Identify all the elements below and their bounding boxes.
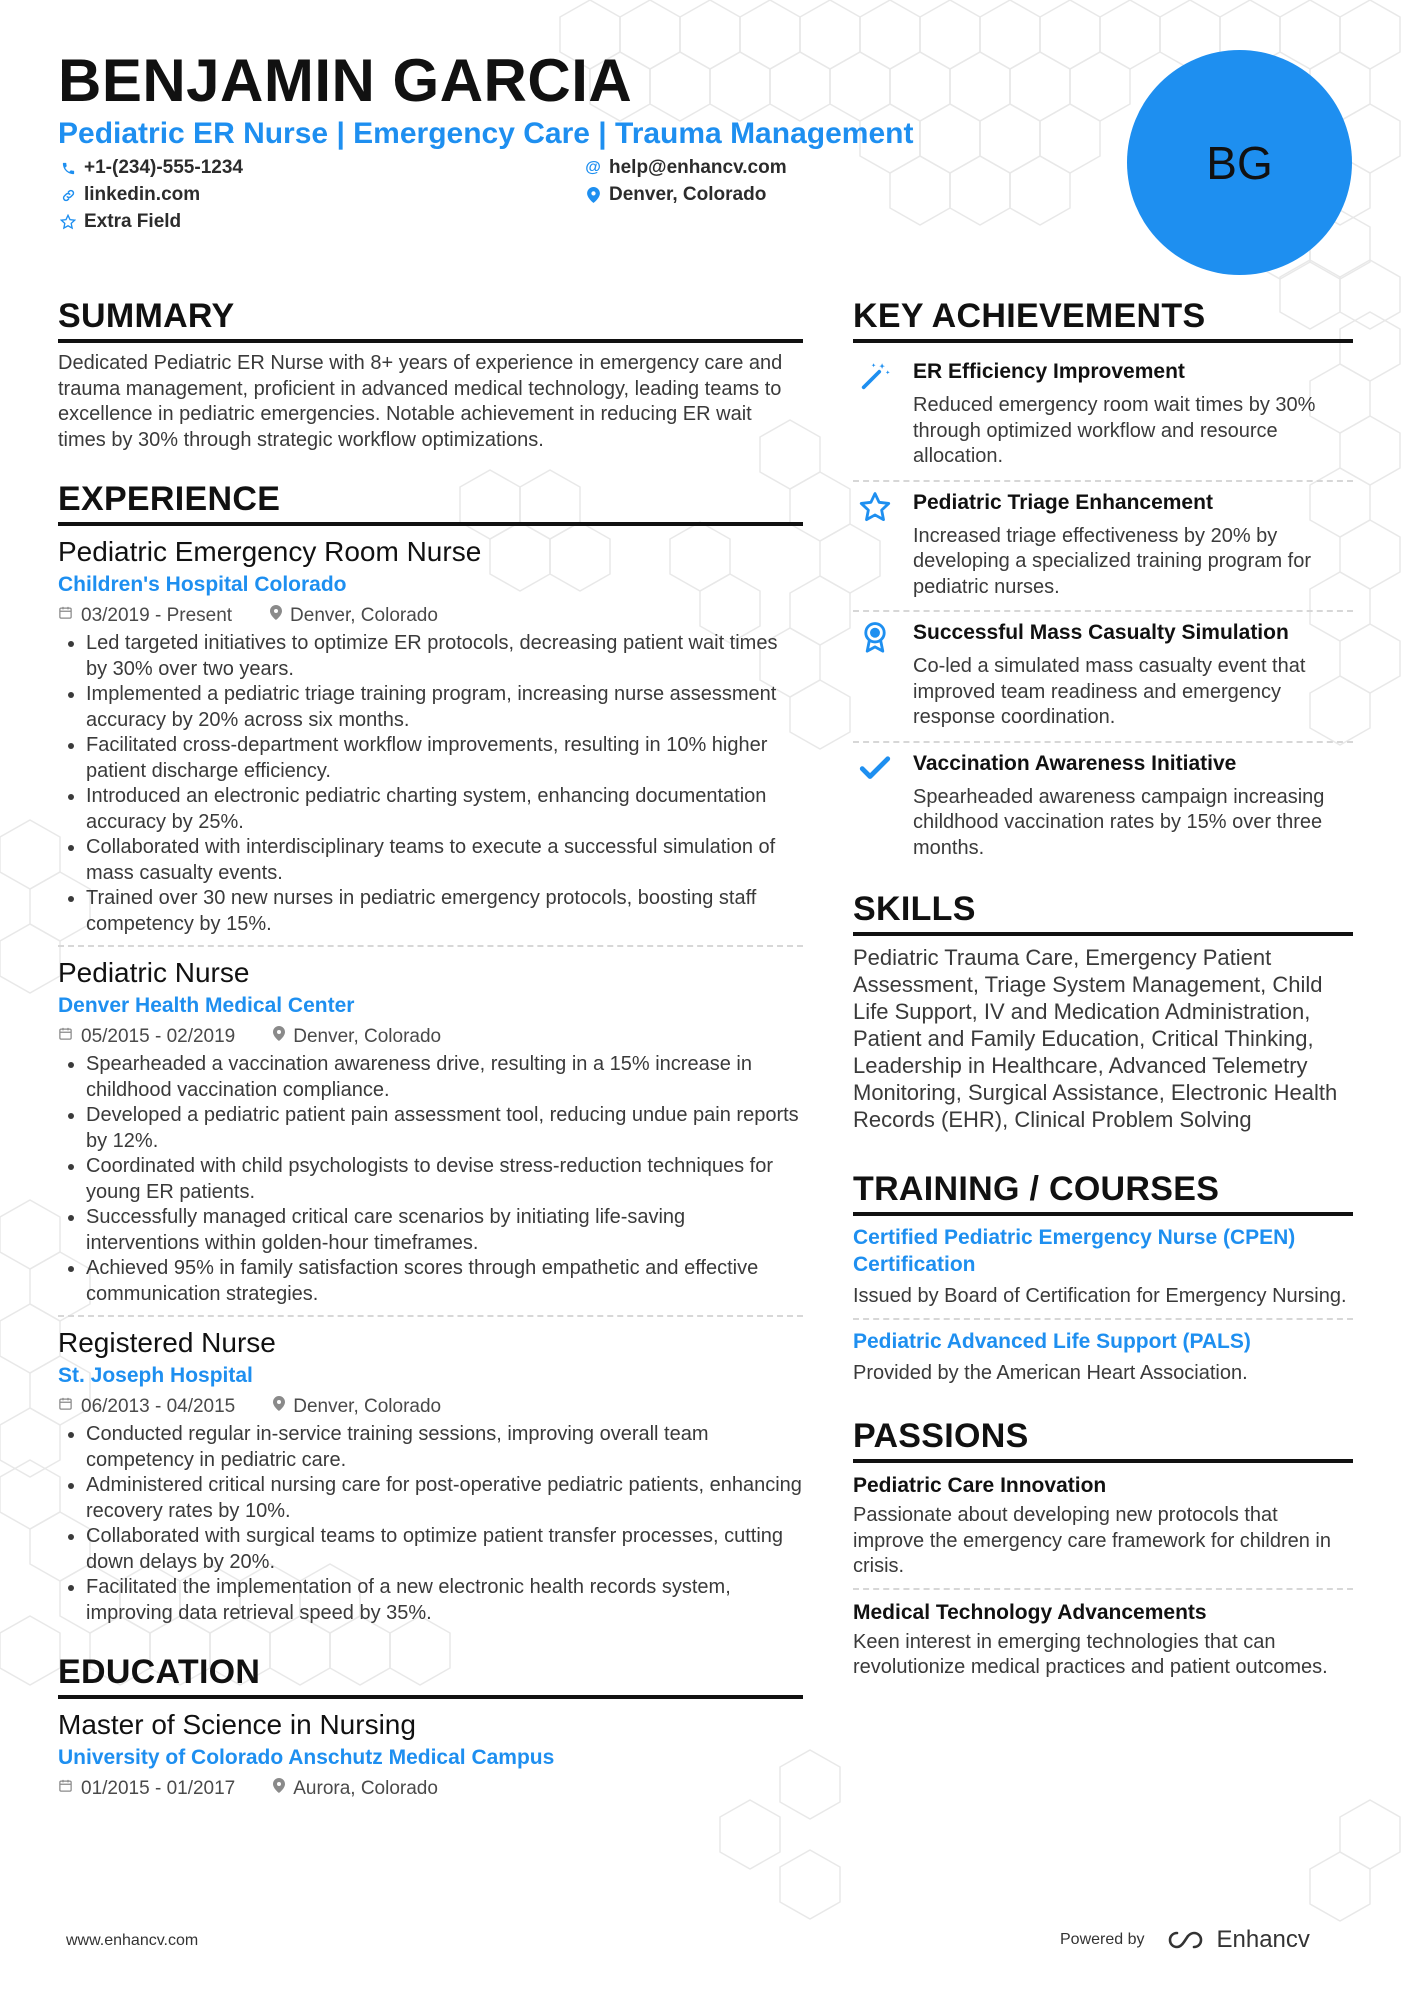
- job-dates: 03/2019 - Present: [81, 605, 233, 626]
- training-heading: TRAINING / COURSES: [853, 1169, 1353, 1216]
- experience-section: [58, 479, 803, 1634]
- achievement-title: Vaccination Awareness Initiative: [913, 751, 1237, 775]
- achievement-desc: Increased triage effectiveness by 20% by developing a specialized training program for pediatric nurses.: [913, 524, 1312, 598]
- experience-entry: [58, 1325, 803, 1634]
- location-text: Denver, Colorado: [609, 184, 767, 205]
- extra-field-text: Extra Field: [84, 211, 182, 232]
- award-ribbon-icon: [853, 618, 897, 731]
- job-role: Pediatric Nurse: [58, 957, 250, 988]
- achievements-section: [853, 296, 1353, 871]
- job-dates: 05/2015 - 02/2019: [81, 1026, 236, 1047]
- passions-heading: PASSIONS: [853, 1416, 1353, 1463]
- passion-item: [853, 1471, 1353, 1590]
- list-item: • Implemented a pediatric triage training program, increasing nurse assessment accuracy by 20% across six months.: [86, 682, 803, 733]
- job-company: St. Joseph Hospital: [58, 1364, 253, 1387]
- course-item: [853, 1328, 1353, 1395]
- summary-section: [58, 296, 803, 453]
- list-item: • Collaborated with interdisciplinary teams to execute a successful simulation of mass casualty events.: [86, 835, 803, 886]
- star-icon: [853, 488, 897, 601]
- course-desc: Issued by Board of Certification for Emergency Nursing.: [853, 1285, 1347, 1307]
- experience-heading: EXPERIENCE: [58, 479, 803, 526]
- right-column: [853, 296, 1353, 1697]
- job-bullets: [58, 1422, 803, 1626]
- skills-section: [853, 889, 1353, 1133]
- experience-entry: [58, 955, 803, 1317]
- phone-icon: [60, 161, 76, 176]
- job-location: Denver, Colorado: [290, 605, 438, 626]
- passion-item: [853, 1598, 1353, 1689]
- list-item: • Facilitated cross-department workflow improvements, resulting in 10% higher patient discharge efficiency.: [86, 733, 803, 784]
- achievement-title: ER Efficiency Improvement: [913, 360, 1185, 383]
- job-company: Denver Health Medical Center: [58, 994, 355, 1017]
- avatar-initials: BG: [1206, 136, 1273, 189]
- calendar-icon: [58, 604, 73, 628]
- at-sign-icon: @: [585, 159, 601, 176]
- achievement-desc: Co-led a simulated mass casualty event that improved team readiness and emergency response coordination.: [913, 655, 1306, 728]
- course-desc: Provided by the American Heart Association.: [853, 1361, 1248, 1384]
- candidate-headline: Pediatric ER Nurse | Emergency Care | Trauma Management: [58, 117, 914, 150]
- magic-wand-icon: [853, 357, 897, 470]
- achievement-desc: Reduced emergency room wait times by 30% through optimized workflow and resource allocation.: [913, 394, 1316, 467]
- enhancv-logo: [1163, 1926, 1310, 1954]
- passion-desc: Passionate about developing new protocols that improve the emergency care framework for children in crisis.: [853, 1504, 1331, 1577]
- map-pin-icon: [273, 1025, 285, 1049]
- candidate-name: BENJAMIN GARCIA: [58, 47, 633, 114]
- skills-text: Pediatric Trauma Care, Emergency Patient Assessment, Triage System Management, Child Life Support, IV and Medication Administration, Patient and Family Education, Critical Thinking, Leadership in Healthcare, Advanced Telemetry Monitoring, Surgical Assistance, Electronic Health Records (EHR), Clinical Problem Solving: [853, 945, 1338, 1132]
- calendar-icon: [58, 1025, 73, 1049]
- powered-by-label: Powered by: [1060, 1931, 1145, 1948]
- link-icon: [60, 188, 76, 203]
- list-item: • Achieved 95% in family satisfaction scores through empathetic and effective communication strategies.: [86, 1256, 803, 1307]
- map-pin-icon: [270, 604, 282, 628]
- skills-heading: SKILLS: [853, 889, 1353, 936]
- achievement-item: [853, 612, 1353, 743]
- experience-entry: [58, 534, 803, 947]
- summary-text: Dedicated Pediatric ER Nurse with 8+ years of experience in emergency care and trauma management, proficient in advanced medical technology, leading teams to excellence in pediatric emergencies. Notable achievement in reducing ER wait times by 30% through strategic workflow optimizations.: [58, 352, 783, 451]
- list-item: • Spearheaded a vaccination awareness drive, resulting in a 15% increase in childhood vaccination compliance.: [86, 1052, 803, 1103]
- contact-extra-field: [60, 211, 181, 233]
- education-dates: 01/2015 - 01/2017: [81, 1778, 236, 1799]
- footer-branding[interactable]: [1060, 1926, 1310, 1954]
- achievement-item: [853, 482, 1353, 613]
- course-item: [853, 1224, 1353, 1320]
- footer-website[interactable]: www.enhancv.com: [66, 1932, 199, 1949]
- contact-location: [585, 184, 766, 206]
- list-item: • Administered critical nursing care for post-operative pediatric patients, enhancing recovery rates by 10%.: [86, 1473, 803, 1524]
- job-meta: [58, 1395, 803, 1419]
- education-location: Aurora, Colorado: [293, 1778, 438, 1799]
- left-column: [58, 296, 803, 1804]
- list-item: • Led targeted initiatives to optimize ER protocols, decreasing patient wait times by 30% over two years.: [86, 631, 803, 682]
- checkmark-icon: [853, 749, 897, 862]
- passion-title: Pediatric Care Innovation: [853, 1474, 1107, 1497]
- list-item: • Introduced an electronic pediatric charting system, enhancing documentation accuracy by 25%.: [86, 784, 803, 835]
- job-location: Denver, Colorado: [293, 1026, 442, 1047]
- list-item: • Trained over 30 new nurses in pediatric emergency protocols, boosting staff competency by 15%.: [86, 886, 803, 937]
- job-role: Registered Nurse: [58, 1327, 276, 1358]
- job-meta: [58, 1025, 803, 1049]
- passions-section: [853, 1416, 1353, 1689]
- contact-phone[interactable]: [60, 157, 243, 179]
- passion-desc: Keen interest in emerging technologies that can revolutionize medical practices and patient outcomes.: [853, 1630, 1328, 1678]
- job-bullets: [58, 631, 803, 937]
- avatar: [1127, 50, 1352, 275]
- education-degree: Master of Science in Nursing: [58, 1709, 416, 1740]
- job-company: Children's Hospital Colorado: [58, 573, 347, 596]
- job-meta: [58, 604, 803, 628]
- job-role: Pediatric Emergency Room Nurse: [58, 536, 482, 567]
- calendar-icon: [58, 1395, 73, 1419]
- achievement-title: Successful Mass Casualty Simulation: [913, 621, 1289, 644]
- summary-heading: SUMMARY: [58, 296, 803, 343]
- education-meta: [58, 1777, 803, 1801]
- passion-title: Medical Technology Advancements: [853, 1600, 1207, 1624]
- education-school: University of Colorado Anschutz Medical Campus: [58, 1746, 555, 1769]
- job-bullets: [58, 1052, 803, 1307]
- course-title: Pediatric Advanced Life Support (PALS): [853, 1329, 1251, 1353]
- education-heading: EDUCATION: [58, 1652, 803, 1699]
- email-text: help@enhancv.com: [609, 157, 787, 178]
- course-title: Certified Pediatric Emergency Nurse (CPEN) Certification: [853, 1226, 1296, 1276]
- education-section: [58, 1652, 803, 1801]
- achievement-title: Pediatric Triage Enhancement: [913, 490, 1213, 514]
- calendar-icon: [58, 1777, 73, 1801]
- map-pin-icon: [273, 1777, 285, 1801]
- contact-linkedin[interactable]: [60, 184, 200, 206]
- training-section: [853, 1169, 1353, 1394]
- list-item: • Facilitated the implementation of a new electronic health records system, improving data retrieval speed by 35%.: [86, 1575, 803, 1626]
- linkedin-text: linkedin.com: [84, 184, 201, 205]
- job-location: Denver, Colorado: [293, 1396, 442, 1417]
- list-item: • Coordinated with child psychologists to devise stress-reduction techniques for young ER patients.: [86, 1154, 803, 1205]
- achievement-desc: Spearheaded awareness campaign increasing childhood vaccination rates by 15% over three months.: [913, 785, 1325, 859]
- list-item: • Collaborated with surgical teams to optimize patient transfer processes, cutting down delays by 20%.: [86, 1524, 803, 1575]
- job-dates: 06/2013 - 04/2015: [81, 1396, 236, 1417]
- list-item: • Developed a pediatric patient pain assessment tool, reducing undue pain reports by 12%.: [86, 1103, 803, 1154]
- list-item: • Conducted regular in-service training sessions, improving overall team competency in pediatric care.: [86, 1422, 803, 1473]
- list-item: • Successfully managed critical care scenarios by initiating life-saving interventions within golden-hour timeframes.: [86, 1205, 803, 1256]
- phone-text: +1-(234)-555-1234: [84, 157, 243, 178]
- contact-email[interactable]: [585, 157, 787, 179]
- map-pin-icon: [585, 187, 601, 203]
- achievements-heading: KEY ACHIEVEMENTS: [853, 296, 1353, 343]
- achievement-item: [853, 743, 1353, 872]
- enhancv-logo-icon: [1163, 1928, 1209, 1952]
- achievement-item: [853, 351, 1353, 482]
- map-pin-icon: [273, 1395, 285, 1419]
- brand-name: Enhancv: [1216, 1926, 1310, 1953]
- star-outline-icon: [60, 214, 76, 230]
